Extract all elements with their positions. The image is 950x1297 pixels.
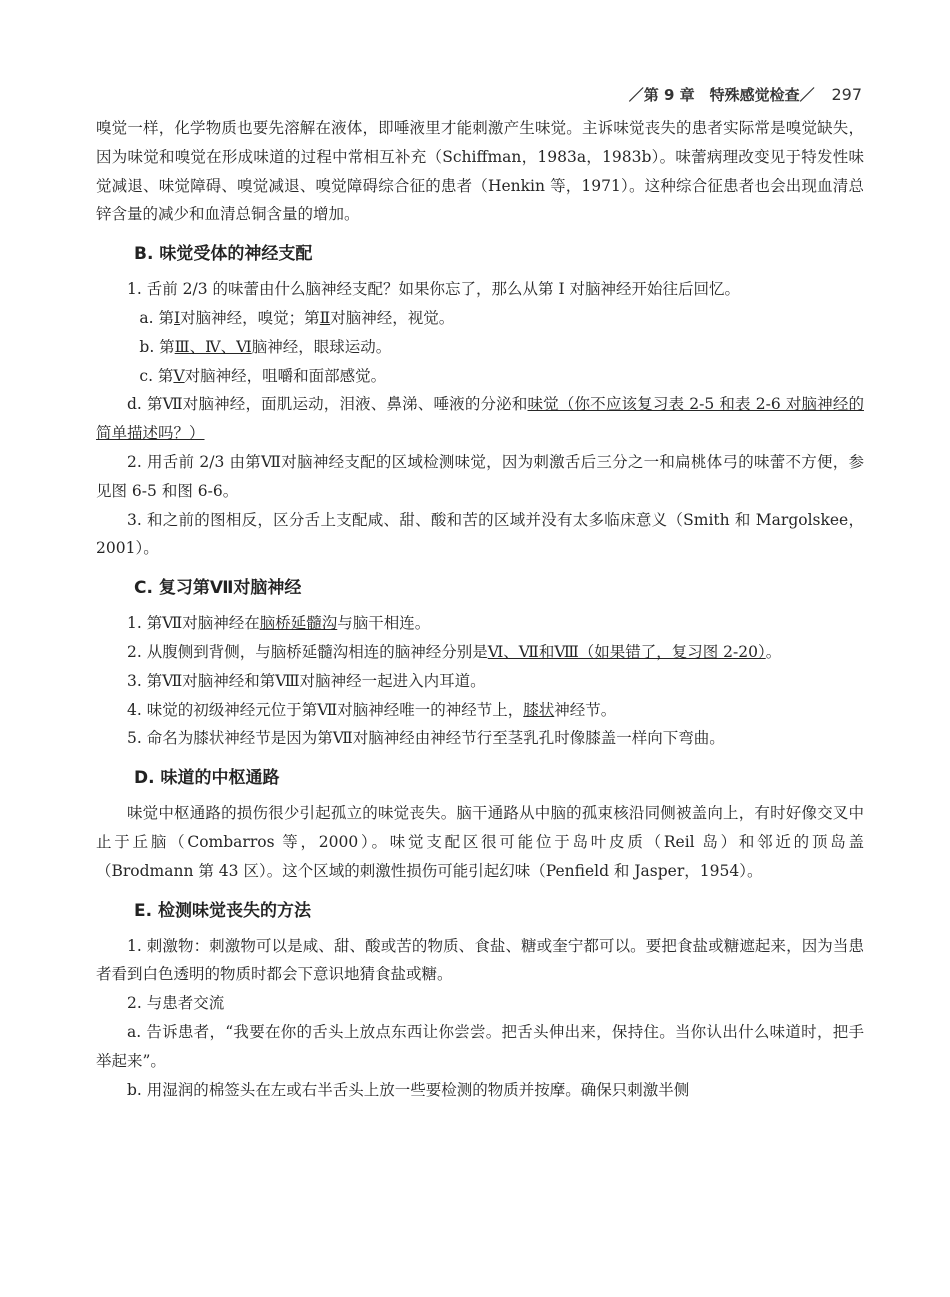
section-c-item-4: 4. 味觉的初级神经元位于第Ⅶ对脑神经唯一的神经节上，膝状神经节。 — [127, 700, 617, 719]
intro-paragraph: 嗅觉一样，化学物质也要先溶解在液体，即唾液里才能刺激产生味觉。主诉味觉丧失的患者实际常是嗅觉缺失，因为味觉和嗅觉在形成味道的过程中常相互补充（Schiffman，1983a，1983b）。味蕾病理改变见于特发性味觉减退、味觉障碍、嗅觉减退、嗅觉障碍综合征的患者（Henkin 等，1971）。这种综合征患者也会出现血清总锌含量的减少和血清总铜含量的增加。 — [96, 119, 864, 224]
section-b-option-c: c. 第Ⅴ对脑神经，咀嚼和面部感觉。 — [139, 366, 387, 385]
section-b-item-1: 1. 舌前 2/3 的味蕾由什么脑神经支配？如果你忘了，那么从第 I 对脑神经开始往后回忆。 — [127, 280, 740, 299]
section-e-item-1: 1. 刺激物：刺激物可以是咸、甜、酸或苦的物质、食盐、糖或奎宁都可以。要把食盐或糖遮起来，因为当患者看到白色透明的物质时都会下意识地猜食盐或糖。 — [96, 936, 864, 984]
section-b-option-a: a. 第Ⅰ对脑神经，嗅觉；第Ⅱ对脑神经，视觉。 — [139, 308, 455, 327]
section-c-item-2: 2. 从腹侧到背侧，与脑桥延髓沟相连的脑神经分别是Ⅵ、Ⅶ和Ⅷ（如果错了，复习图 2-20）。 — [127, 642, 782, 661]
page-number: 297 — [831, 85, 862, 104]
section-e-heading: E. 检测味觉丧失的方法 — [134, 900, 311, 921]
section-e-option-a: a. 告诉患者，“我要在你的舌头上放点东西让你尝尝。把舌头伸出来，保持住。当你认出什么味道时，把手举起来”。 — [96, 1022, 864, 1070]
section-c-item-3: 3. 第Ⅶ对脑神经和第Ⅷ对脑神经一起进入内耳道。 — [127, 671, 486, 690]
chapter-title: ／第 9 章 特殊感觉检查／ — [628, 86, 815, 104]
section-d-paragraph: 味觉中枢通路的损伤很少引起孤立的味觉丧失。脑干通路从中脑的孤束核沿同侧被盖向上，有时好像交叉中止于丘脑（Combarros 等，2000）。味觉支配区很可能位于岛叶皮质（Reil 岛）和邻近的顶岛盖（Brodmann 第 43 区）。这个区域的刺激性损伤可能引起幻味（Penfield 和 Jasper，1954）。 — [96, 804, 864, 880]
section-c-heading: C. 复习第Ⅶ对脑神经 — [134, 578, 302, 599]
section-e-option-b: b. 用湿润的棉签头在左或右半舌头上放一些要检测的物质并按摩。确保只刺激半侧 — [127, 1080, 690, 1099]
section-b-item-2: 2. 用舌前 2/3 由第Ⅶ对脑神经支配的区域检测味觉，因为刺激舌后三分之一和扁桃体弓的味蕾不方便，参见图 6-5 和图 6-6。 — [96, 452, 864, 500]
section-c-item-5: 5. 命名为膝状神经节是因为第Ⅶ对脑神经由神经节行至茎乳孔时像膝盖一样向下弯曲。 — [127, 729, 725, 748]
section-c-item-1: 1. 第Ⅶ对脑神经在脑桥延髓沟与脑干相连。 — [127, 614, 431, 633]
section-b-option-b: b. 第Ⅲ、Ⅳ、Ⅵ脑神经，眼球运动。 — [139, 337, 392, 356]
running-header — [0, 84, 862, 105]
section-e-item-2: 2. 与患者交流 — [127, 994, 225, 1013]
page-body — [96, 114, 864, 1104]
section-b-option-d: d. 第Ⅶ对脑神经，面肌运动，泪液、鼻涕、唾液的分泌和味觉（你不应该复习表 2-5 和表 2-6 对脑神经的简单描述吗？） — [96, 395, 864, 443]
section-b-item-3: 3. 和之前的图相反，区分舌上支配咸、甜、酸和苦的区域并没有太多临床意义（Smith 和 Margolskee，2001）。 — [96, 510, 864, 558]
section-d-heading: D. 味道的中枢通路 — [134, 768, 280, 789]
section-b-heading: B. 味觉受体的神经支配 — [134, 244, 313, 265]
